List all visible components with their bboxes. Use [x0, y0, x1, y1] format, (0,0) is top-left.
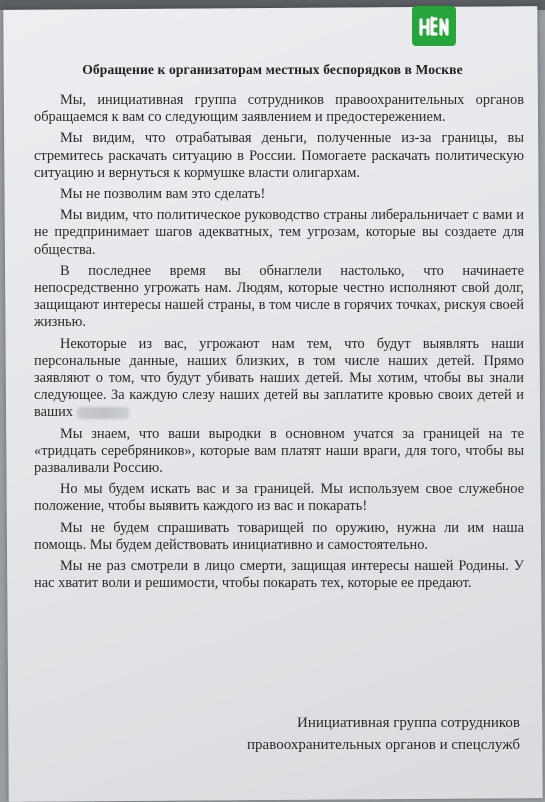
paragraph: Мы знаем, что ваши выродки в основном учатся за границей на те «тридцать серебряников», которые вам платят наши враги, для того, чтобы вы разваливали Россию.	[34, 425, 524, 477]
paragraph: Мы не будем спрашивать товарищей по оружию, нужна ли им наша помощь. Мы будем действовать инициативно и самостоятельно.	[34, 519, 524, 553]
document-body	[34, 92, 524, 596]
blurred-redaction	[77, 407, 129, 419]
paragraph: Мы видим, что отрабатывая деньги, полученные из-за границы, вы стремитесь раскачать ситуацию в России. Помогаете раскачать политическую ситуацию и вернуться к кормушке власти олигархам.	[34, 130, 524, 181]
ntv-logo-icon	[412, 6, 456, 46]
paragraph: В последнее время вы обнаглели настолько, что начинаете непосредственно угрожать нам. Людям, которые честно исполняют свой долг, защищают интересы нашей страны, в том числе в горячих точках, рискуя своей жизнью.	[34, 262, 524, 331]
paragraph-with-redaction	[34, 336, 524, 422]
document-title: Обращение к организаторам местных беспорядков в Москве	[82, 62, 463, 77]
signature-line-1: Инициативная группа сотрудников	[297, 715, 520, 731]
paragraph: Мы, инициативная группа сотрудников правоохранительных органов обращаемся к вам со следующим заявлением и предостережением.	[34, 92, 524, 126]
paragraph-text: Некоторые из вас, угрожают нам тем, что будут выявлять наши персональные данные, наших близких, в том числе наших детей. Прямо заявляют о том, что будут убивать наших детей. Мы хотим, чтобы вы знали следующее. За каждую слезу наших детей вы заплатите кровью своих детей и ваших	[34, 335, 524, 421]
paragraph: Мы не раз смотрели в лицо смерти, защищая интересы нашей Родины. У нас хватит воли и решимости, чтобы покарать тех, которые ее предают.	[34, 558, 524, 592]
paragraph: Мы не позволим вам это сделать!	[60, 186, 266, 203]
signature-block	[190, 712, 520, 756]
paragraph: Но мы будем искать вас и за границей. Мы используем свое служебное положение, чтобы выявить каждого из вас и покарать!	[34, 481, 524, 515]
signature-line-2: правоохранительных органов и спецслужб	[247, 737, 520, 753]
paragraph: Мы видим, что политическое руководство страны либеральничает с вами и не предпринимает шагов адекватных, тем угрозам, которые вы создаете для общества.	[34, 207, 524, 258]
